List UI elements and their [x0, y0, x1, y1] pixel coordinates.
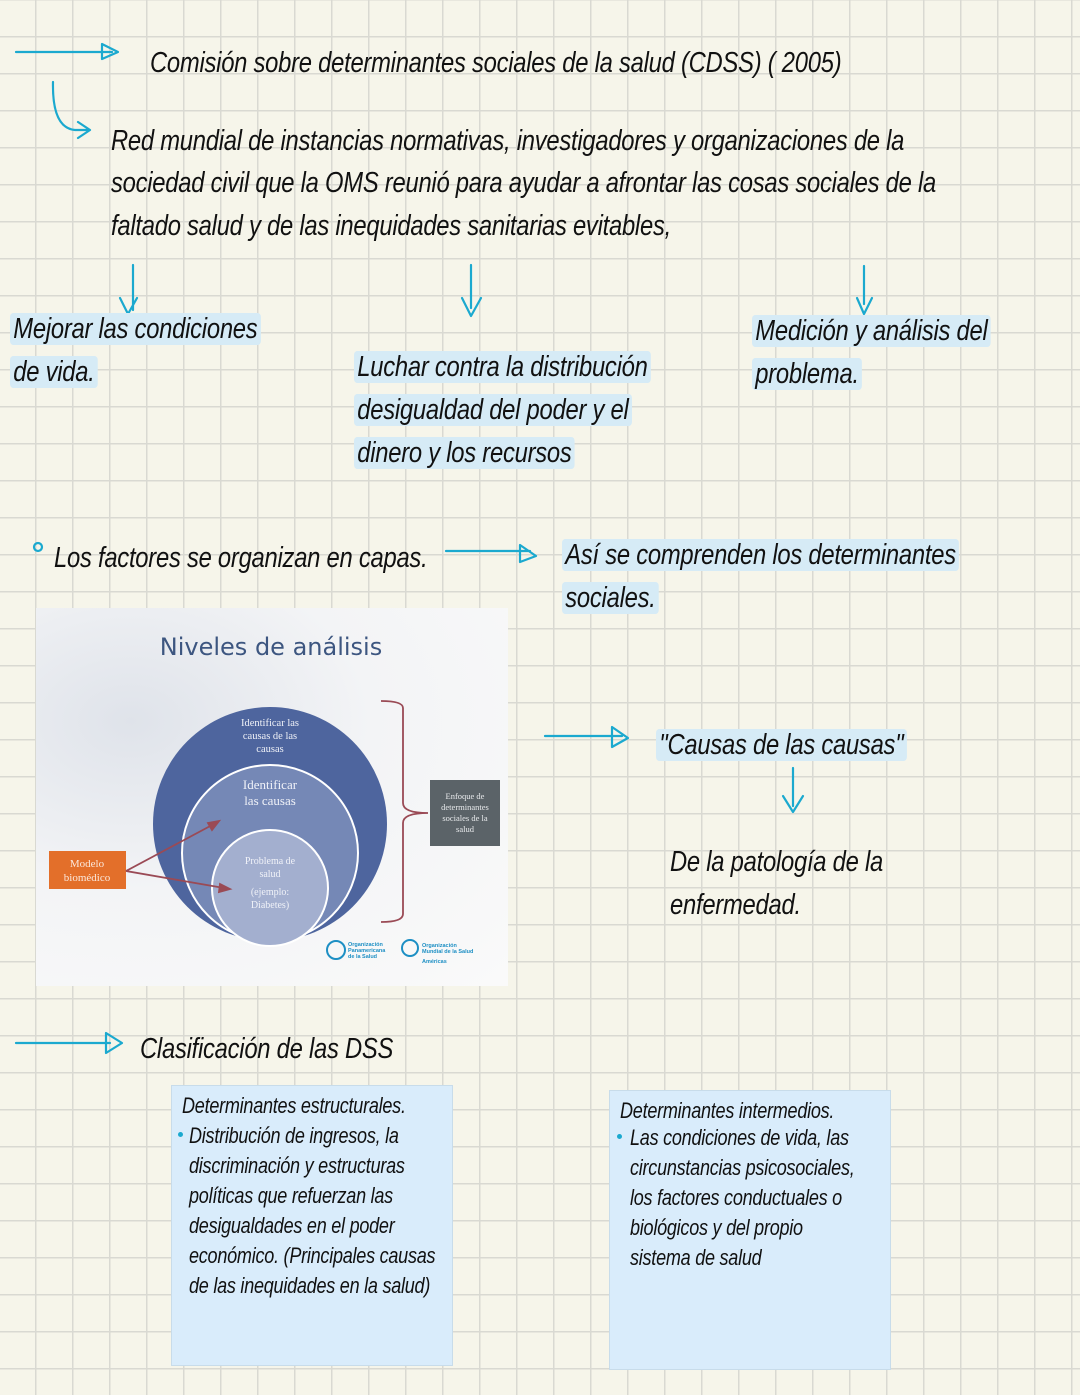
inner-label: salud	[259, 869, 281, 880]
inner-label: (ejemplo:	[250, 887, 290, 898]
structural-line: políticas que refuerzan las	[189, 1183, 393, 1208]
structural-line: discriminación y estructuras	[189, 1153, 405, 1178]
inner-label: Problema de	[244, 856, 296, 867]
definition-line: sociedad civil que la OMS reunió para ayudar a afrontar las cosas sociales de la	[111, 167, 936, 199]
layers-result	[562, 534, 959, 620]
branch-middle-line: desigualdad del poder y el	[354, 394, 632, 426]
intermediate-line: los factores conductuales o	[630, 1185, 842, 1210]
layers-text: Los factores se organizan en capas.	[54, 542, 428, 574]
approach-label: determinantes	[441, 802, 489, 812]
structural-body	[189, 1121, 435, 1301]
branch-right-line: Medición y análisis del	[752, 315, 991, 347]
branch-middle-line: Luchar contra la distribución	[354, 351, 651, 383]
definition-line: Red mundial de instancias normativas, investigadores y organizaciones de la	[111, 125, 905, 157]
intermediate-heading: Determinantes intermedios.	[620, 1098, 835, 1123]
svg-text:Organización: Organización	[348, 942, 383, 948]
svg-text:Américas: Américas	[422, 959, 447, 965]
svg-text:Organización: Organización	[422, 943, 457, 949]
layers-result-line: Así se comprenden los determinantes	[562, 539, 959, 571]
intermediate-body	[630, 1123, 854, 1273]
middle-label: las causas	[244, 793, 296, 808]
biomedical-label: biomédico	[63, 872, 111, 884]
structural-heading: Determinantes estructurales.	[182, 1093, 406, 1118]
intermediate-line: Las condiciones de vida, las	[630, 1125, 849, 1150]
approach-label: Enfoque de	[445, 791, 485, 801]
branch-left-line: de vida.	[10, 356, 98, 388]
bullet-icon	[617, 1134, 622, 1139]
causes-label	[656, 724, 907, 767]
branch-middle-line: dinero y los recursos	[354, 437, 575, 469]
structural-line: de las inequidades en la salud)	[189, 1273, 431, 1298]
biomedical-label: Modelo	[69, 858, 105, 870]
structural-box	[171, 1085, 453, 1366]
intermediate-line: sistema de salud	[630, 1245, 762, 1270]
causes-result-line: enfermedad.	[670, 889, 801, 921]
layers-result-line: sociales.	[562, 582, 659, 614]
who-logo	[402, 940, 418, 956]
branch-left-line: Mejorar las condiciones	[10, 313, 261, 345]
intermediate-line: biológicos y del propio	[630, 1215, 803, 1240]
title: Comisión sobre determinantes sociales de la salud (CDSS) ( 2005)	[150, 47, 842, 79]
structural-line: Distribución de ingresos, la	[189, 1123, 399, 1148]
definition-line: faltado salud y de las inequidades sanitarias evitables,	[111, 210, 671, 242]
svg-text:Panamericana: Panamericana	[348, 948, 386, 954]
classification-title: Clasificación de las DSS	[140, 1033, 394, 1065]
causes-label-text: "Causas de las causas"	[656, 729, 907, 761]
bullet-icon	[178, 1132, 183, 1137]
branch-left	[10, 308, 261, 394]
middle-label: Identificar	[242, 777, 298, 792]
causes-result-line: De la patología de la	[670, 846, 883, 878]
levels-diagram-svg	[36, 608, 508, 986]
outer-label: causas	[256, 744, 284, 755]
paho-logo	[327, 941, 345, 959]
approach-label: sociales de la	[442, 813, 488, 823]
structural-line: desigualdades en el poder	[189, 1213, 395, 1238]
inner-label: Diabetes)	[250, 900, 290, 911]
slide-title: Niveles de análisis	[159, 633, 383, 661]
bracket	[381, 701, 428, 922]
structural-line: económico. (Principales causas	[189, 1243, 436, 1268]
levels-of-analysis-diagram	[36, 608, 508, 986]
outer-label: Identificar las	[240, 718, 300, 729]
svg-text:Mundial de la Salud: Mundial de la Salud	[422, 949, 474, 955]
approach-label: salud	[456, 824, 474, 834]
branch-right-line: problema.	[752, 358, 862, 390]
svg-text:de la Salud: de la Salud	[348, 954, 378, 960]
intermediate-line: circunstancias psicosociales,	[630, 1155, 855, 1180]
intermediate-box	[609, 1090, 891, 1370]
branch-right	[752, 310, 991, 396]
branch-middle	[354, 346, 651, 475]
causes-result	[670, 841, 883, 927]
outer-label: causas de las	[242, 731, 298, 742]
